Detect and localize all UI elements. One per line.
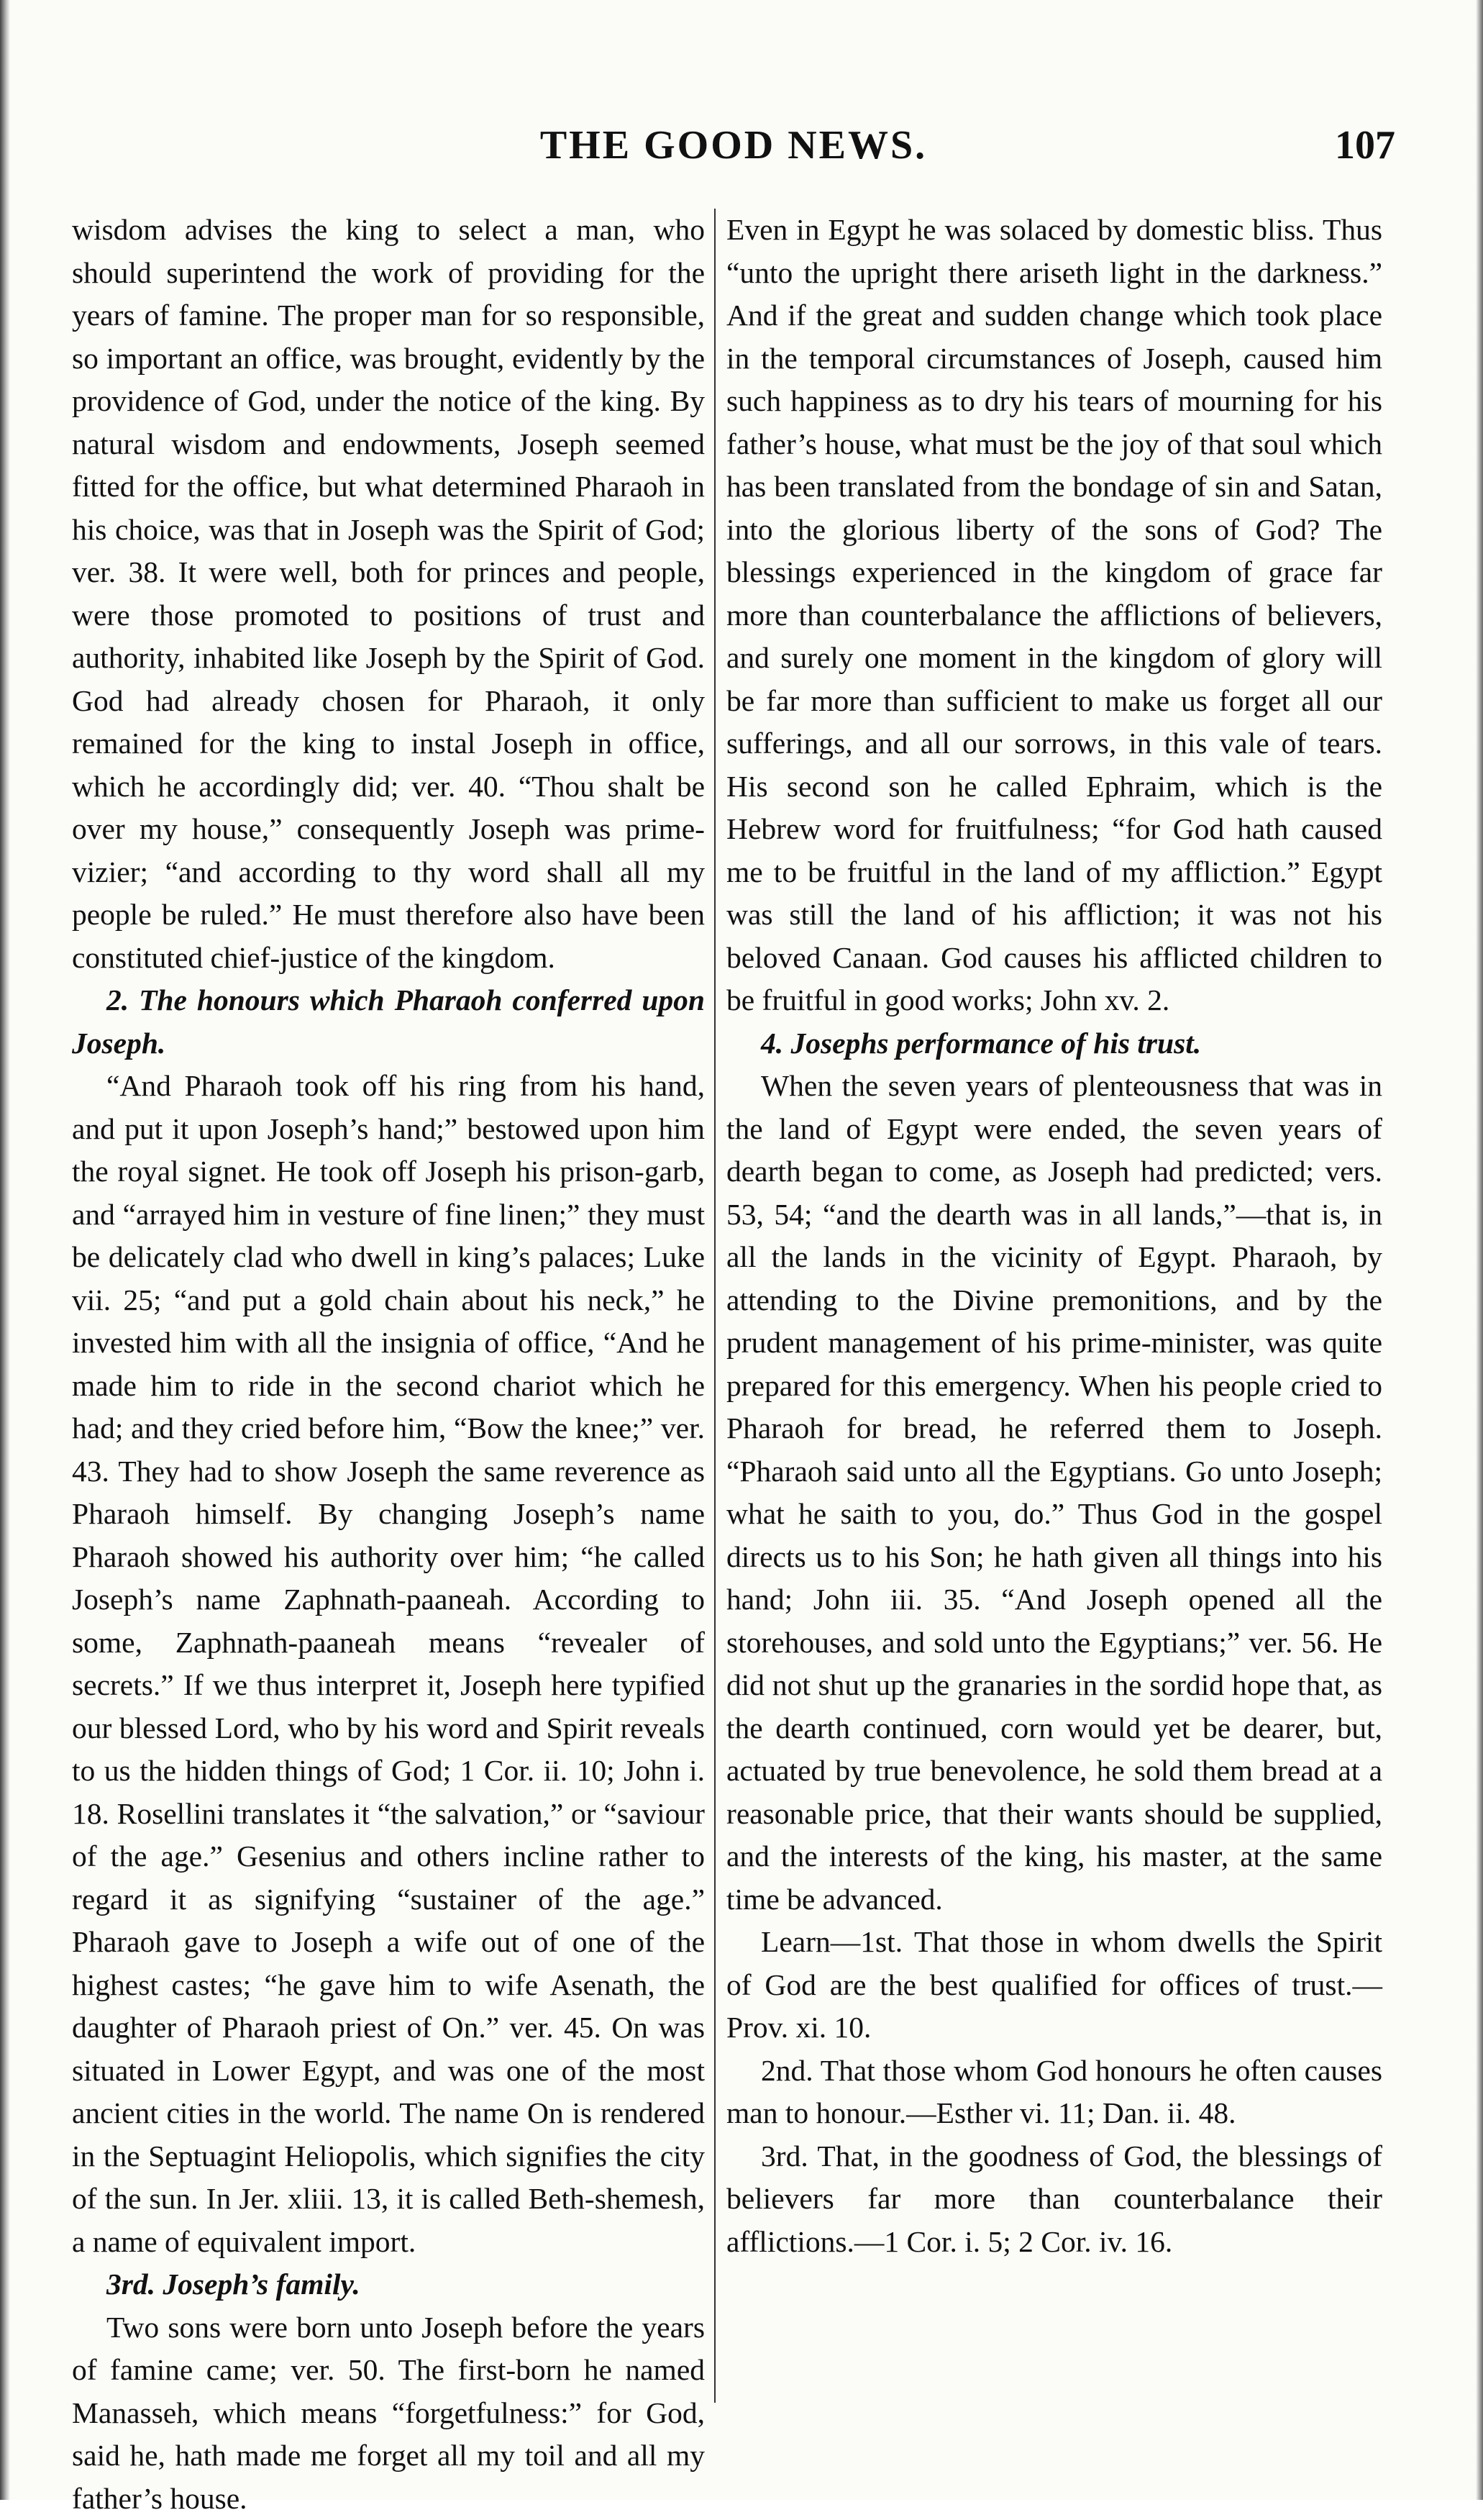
paragraph: wisdom advises the king to select a man, who should superintend the work of providing for the years of famine. The proper man for so responsible, so important an office, was brought, evidently by the providence of God, under the notice of the king. By natural wisdom and endowments, Joseph seemed fitted for the office, but what determined Pharaoh in his choice, was that in Joseph was the Spirit of God; ver. 38. It were well, both for princes and people, were those promoted to positions of trust and authority, inhabited like Joseph by the Spirit of God. God had already chosen for Pharaoh, it only remained for the king to instal Joseph in office, which he accordingly did; ver. 40. “Thou shalt be over my house,” consequently Joseph was prime-vizier; “and according to thy word shall all my people be ruled.” He must therefore also have been constituted chief-justice of the kingdom. <box>72 209 705 979</box>
section-heading: 3rd. Joseph’s family. <box>72 2263 705 2306</box>
paragraph: Even in Egypt he was solaced by domestic bliss. Thus “unto the upright there ariseth light in the darkness.” And if the great and sudden change which took place in the temporal circumstances of Joseph, caused him such happiness as to dry his tears of mourning for his father’s house, what must be the joy of that soul which has been translated from the bondage of sin and Satan, into the glorious liberty of the sons of God? The blessings experienced in the kingdom of grace far more than counterbalance the afflictions of believers, and surely one moment in the kingdom of glory will be far more than sufficient to make us forget all our sufferings, and all our sorrows, in this vale of tears. His second son he called Ephraim, which is the Hebrew word for fruitfulness; “for God hath caused me to be fruitful in the land of my affliction.” Egypt was still the land of his affliction; it was not his beloved Canaan. God causes his afflicted children to be fruitful in good works; John xv. 2. <box>726 209 1382 1022</box>
lesson-paragraph: 3rd. That, in the goodness of God, the blessings of believers far more than counterbalance their afflictions.—1 Cor. i. 5; 2 Cor. iv. 16. <box>726 2135 1382 2264</box>
page-edge-shadow <box>0 0 10 2500</box>
running-title: THE GOOD NEWS. <box>72 122 1395 168</box>
lesson-paragraph: 2nd. That those whom God honours he often causes man to honour.—Esther vi. 11; Dan. ii. 48. <box>726 2050 1382 2135</box>
column-divider <box>714 209 716 2403</box>
page-number: 107 <box>1335 122 1395 168</box>
right-column <box>726 209 1382 2263</box>
paragraph: When the seven years of plenteousness that was in the land of Egypt were ended, the seven years of dearth began to come, as Joseph had predicted; vers. 53, 54; “and the dearth was in all lands,”—that is, in all the lands in the vicinity of Egypt. Pharaoh, by attending to the Divine premonitions, and by the prudent management of his prime-minister, was quite prepared for this emergency. When his people cried to Pharaoh for bread, he referred them to Joseph. “Pharaoh said unto all the Egyptians. Go unto Joseph; what he saith to you, do.” Thus God in the gospel directs us to his Son; he hath given all things into his hand; John iii. 35. “And Joseph opened all the storehouses, and sold unto the Egyptians;” ver. 56. He did not shut up the granaries in the sordid hope that, as the dearth continued, corn would yet be dearer, but, actuated by true benevolence, he sold them bread at a reasonable price, that their wants should be supplied, and the interests of the king, his master, at the same time be advanced. <box>726 1065 1382 1921</box>
paragraph: “And Pharaoh took off his ring from his hand, and put it upon Joseph’s hand;” bestowed upon him the royal signet. He took off Joseph his prison-garb, and “arrayed him in vesture of fine linen;” they must be delicately clad who dwell in king’s palaces; Luke vii. 25; “and put a gold chain about his neck,” he invested him with all the insignia of office, “And he made him to ride in the second chariot which he had; and they cried before him, “Bow the knee;” ver. 43. They had to show Joseph the same reverence as Pharaoh himself. By changing Joseph’s name Pharaoh showed his authority over him; “he called Joseph’s name Zaphnath-paaneah. According to some, Zaphnath-paaneah means “revealer of secrets.” If we thus interpret it, Joseph here typified our blessed Lord, who by his word and Spirit reveals to us the hidden things of God; 1 Cor. ii. 10; John i. 18. Rosellini translates it “the salvation,” or “saviour of the age.” Gesenius and others incline rather to regard it as signifying “sustainer of the age.” Pharaoh gave to Joseph a wife out of one of the highest castes; “he gave him to wife Asenath, the daughter of Pharaoh priest of On.” ver. 45. On was situated in Lower Egypt, and was one of the most ancient cities in the world. The name On is rendered in the Septuagint Heliopolis, which signifies the city of the sun. In Jer. xliii. 13, it is called Beth-shemesh, a name of equivalent import. <box>72 1065 705 2263</box>
section-heading: 4. Josephs performance of his trust. <box>726 1022 1382 1065</box>
left-column <box>72 209 705 2520</box>
paragraph: Two sons were born unto Joseph before the years of famine came; ver. 50. The first-born he named Manasseh, which means “forgetfulness:” for God, said he, hath made me forget all my toil and all my father’s house. <box>72 2306 705 2520</box>
page-edge-shadow <box>1476 0 1483 2500</box>
section-heading: 2. The honours which Pharaoh conferred upon Joseph. <box>72 979 705 1065</box>
lesson-paragraph: Learn—1st. That those in whom dwells the Spirit of God are the best qualified for offices of trust.—Prov. xi. 10. <box>726 1921 1382 2050</box>
page-header <box>72 122 1395 180</box>
